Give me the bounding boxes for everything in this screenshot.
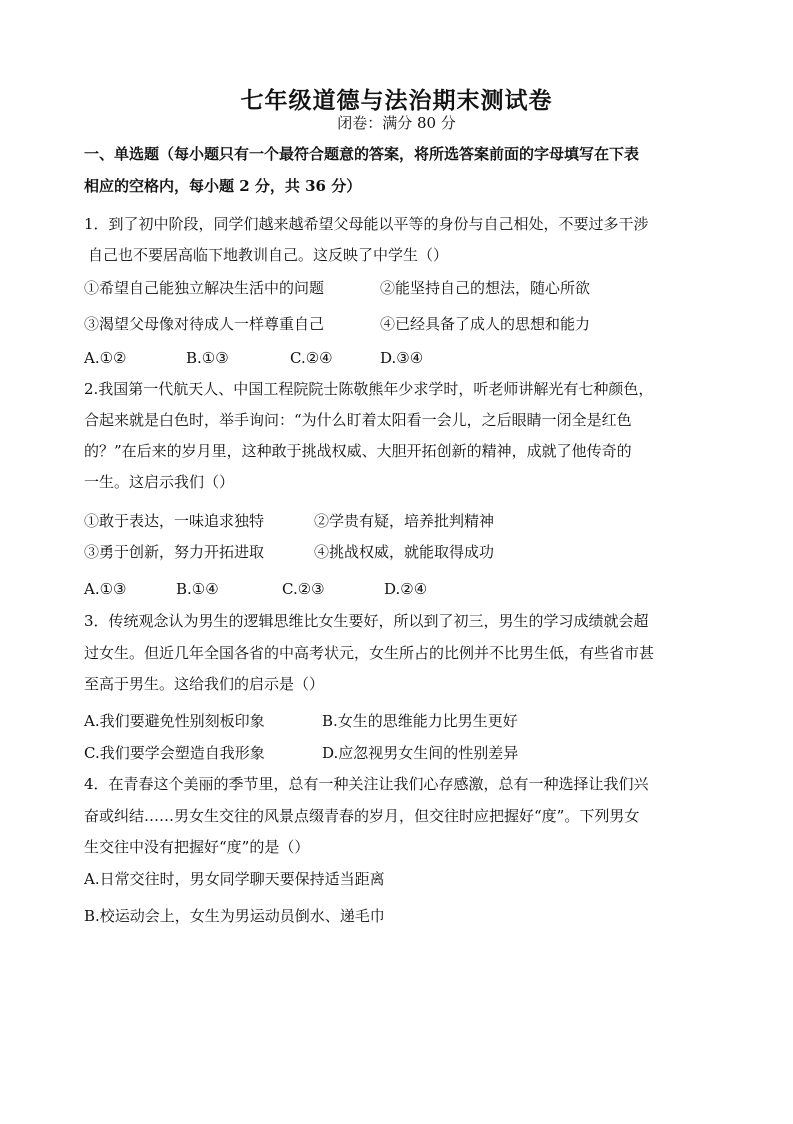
question-2-statement-2: ②学贵有疑，培养批判精神: [314, 512, 495, 530]
question-2-option-c: C.②③: [282, 580, 325, 598]
question-4-text-line-2: 奋或纠结……男女生交往的风景点缀青春的岁月，但交往时应把握好“度”。下列男女: [84, 807, 640, 825]
question-2-statement-3: ③勇于创新，努力开拓进取: [84, 543, 265, 561]
section-heading-line-2: 相应的空格内，每小题 2 分，共 36 分）: [84, 177, 362, 195]
question-3-text-line-2: 过女生。但近几年全国各省的中高考状元，女生所占的比例并不比男生低，有些省市甚: [84, 644, 655, 662]
question-3-option-c: C.我们要学会塑造自我形象: [84, 744, 265, 762]
question-4-option-b: B.校运动会上，女生为男运动员倒水、递毛巾: [84, 907, 385, 925]
page-subtitle: 闭卷：满分 80 分: [337, 114, 456, 132]
question-3-option-a: A.我们要避免性别刻板印象: [84, 712, 265, 730]
question-2-statement-1: ①敢于表达，一味追求独特: [84, 512, 265, 530]
question-2-option-a: A.①③: [84, 580, 127, 598]
question-4-option-a: A.日常交往时，男女同学聊天要保持适当距离: [84, 870, 385, 888]
question-2-statement-4: ④挑战权威，就能取得成功: [314, 543, 495, 561]
question-2-text-line-3: 的？”在后来的岁月里，这种敢于挑战权威、大胆开拓创新的精神，成就了他传奇的: [84, 442, 632, 460]
question-3-text-line-3: 至高于男生。这给我们的启示是（）: [84, 675, 325, 693]
question-2-text-line-1: 2.我国第一代航天人、中国工程院院士陈敬熊年少求学时，听老师讲解光有七种颜色，: [84, 380, 654, 398]
question-1-statement-1: ①希望自己能独立解决生活中的问题: [84, 279, 325, 297]
section-heading-line-1: 一、单选题（每小题只有一个最符合题意的答案，将所选答案前面的字母填写在下表: [84, 145, 640, 163]
question-1-statement-2: ②能坚持自己的想法，随心所欲: [380, 279, 591, 297]
question-1-option-c: C.②④: [290, 349, 333, 367]
question-3-option-b: B.女生的思维能力比男生更好: [322, 712, 518, 730]
question-1-text-line-2: 自己也不要居高临下地教训自己。这反映了中学生（）: [88, 246, 449, 264]
question-3-text-line-1: 3．传统观念认为男生的逻辑思维比女生要好，所以到了初三，男生的学习成绩就会超: [84, 612, 649, 630]
page-title: 七年级道德与法治期末测试卷: [240, 87, 553, 114]
question-1-option-d: D.③④: [380, 349, 424, 367]
question-4-text-line-3: 生交往中没有把握好“度”的是（）: [84, 838, 310, 856]
question-2-text-line-4: 一生。这启示我们（）: [84, 473, 235, 491]
question-2-text-line-2: 合起来就是白色时，举手询问：“为什么盯着太阳看一会儿，之后眼睛一闭全是红色: [84, 411, 632, 429]
question-1-statement-3: ③渴望父母像对待成人一样尊重自己: [84, 315, 325, 333]
question-1-statement-4: ④已经具备了成人的思想和能力: [380, 315, 591, 333]
question-4-text-line-1: 4．在青春这个美丽的季节里，总有一种关注让我们心存感激，总有一种选择让我们兴: [84, 775, 649, 793]
question-1-option-a: A.①②: [84, 349, 127, 367]
question-2-option-b: B.①④: [176, 580, 219, 598]
question-2-option-d: D.②④: [384, 580, 428, 598]
question-3-option-d: D.应忽视男女生间的性别差异: [322, 744, 519, 762]
question-1-option-b: B.①③: [186, 349, 229, 367]
question-1-text-line-1: 1．到了初中阶段，同学们越来越希望父母能以平等的身份与自己相处，不要过多干涉: [84, 215, 649, 233]
